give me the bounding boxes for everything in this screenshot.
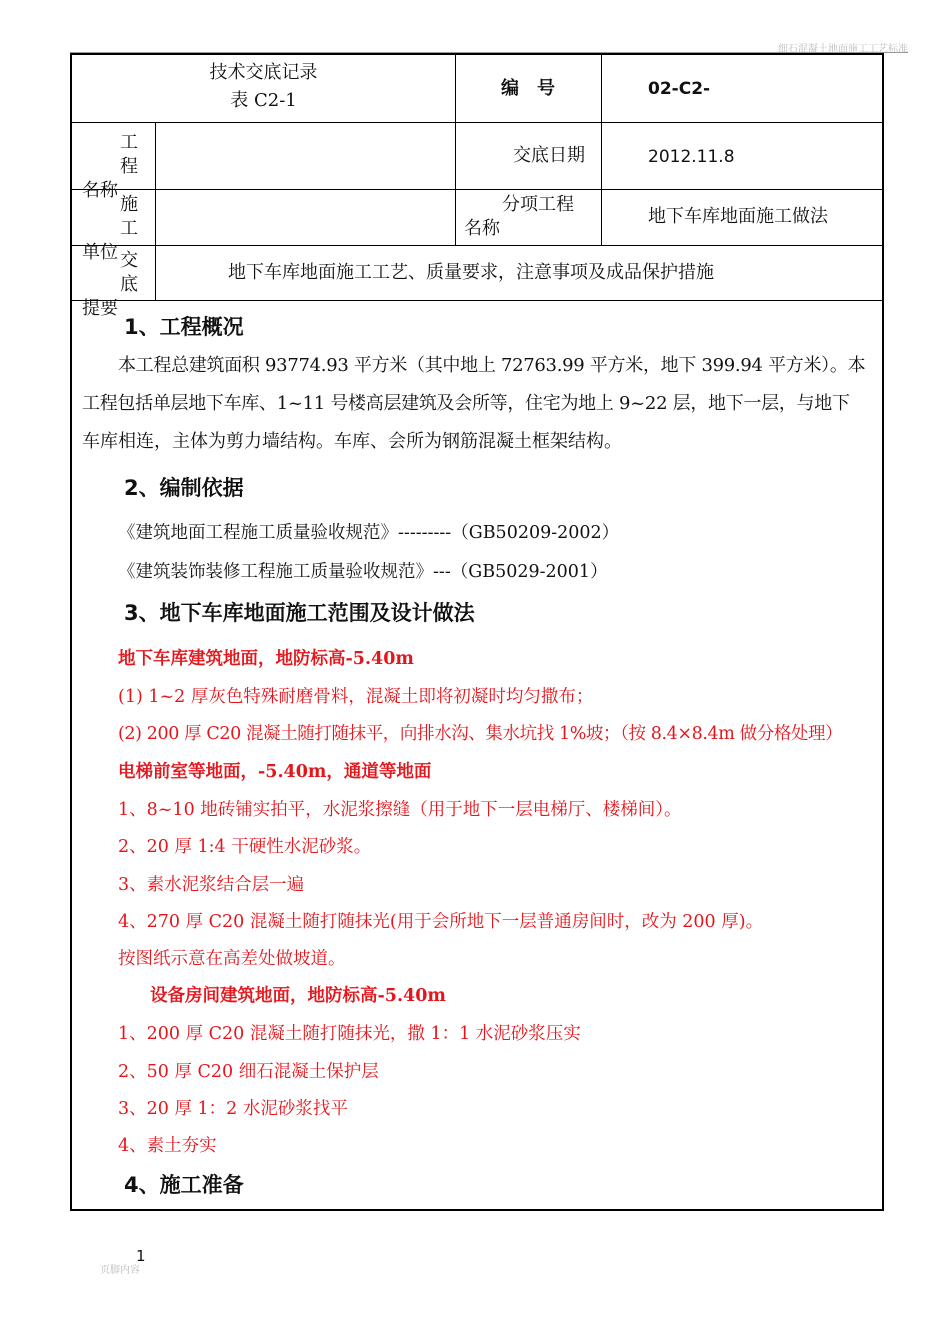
section3-sub3-item4: 4、素土夯实: [118, 1136, 217, 1156]
section3-sub2-note: 按图纸示意在高差处做坡道。: [118, 949, 346, 969]
section3-sub1-item1: (1) 1~2 厚灰色特殊耐磨骨料，混凝土即将初凝时均匀撒布；: [118, 687, 594, 707]
summary-value: 地下车库地面施工工艺、质量要求，注意事项及成品保护措施: [228, 262, 714, 283]
section3-sub3-title: 设备房间建筑地面，地防标高-5.40m: [150, 986, 446, 1006]
section3-heading: 3、地下车库地面施工范围及设计做法: [124, 601, 475, 625]
page-header-note: 细石混凝土地面施工工艺标准: [778, 44, 908, 55]
section3-sub2-item4: 4、270 厚 C20 混凝土随打随抹光(用于会所地下一层普通房间时，改为 200 厚)。: [118, 912, 764, 932]
project-name-label-line1: 工程: [120, 132, 138, 177]
number-label: 编 号: [501, 78, 555, 99]
table-title-main: 技术交底记录: [209, 62, 318, 83]
section3-sub3-item1: 1、200 厚 C20 混凝土随打随抹光，撒 1：1 水泥砂浆压实: [118, 1024, 581, 1044]
unit-label-line2: 单位: [82, 242, 118, 263]
section1-heading: 1、工程概况: [124, 315, 244, 339]
section3-sub2-item2: 2、20 厚 1:4 干硬性水泥砂浆。: [118, 837, 372, 857]
date-label: 交底日期: [513, 145, 585, 166]
page-number: 1: [136, 1247, 146, 1265]
table-title: [72, 59, 455, 115]
table-rule: [72, 300, 882, 301]
subitem-label-line1: 分项工程: [502, 194, 574, 215]
subitem-value: 地下车库地面施工做法: [648, 206, 828, 227]
section2-heading: 2、编制依据: [124, 476, 244, 500]
table-rule: [155, 122, 156, 300]
footer-note: 页脚内容: [100, 1265, 140, 1276]
section4-heading: 4、施工准备: [124, 1173, 244, 1197]
table-rule: [72, 189, 882, 190]
section1-line2: 工程包括单层地下车库、1~11 号楼高层建筑及会所等，住宅为地上 9~22 层，地下一层，与地下: [82, 393, 850, 414]
date-value: 2012.11.8: [648, 147, 735, 167]
table-rule: [601, 55, 602, 122]
number-value: 02-C2-: [648, 79, 711, 99]
section1-body: [82, 347, 872, 461]
section3-sub1-item2: (2) 200 厚 C20 混凝土随打随抹平，向排水沟、集水坑找 1%坡；（按 8.4×8.4m 做分格处理）: [118, 724, 843, 744]
section3-sub3-item2: 2、50 厚 C20 细石混凝土保护层: [118, 1062, 379, 1082]
table-rule: [72, 122, 882, 123]
unit-label-line1: 施工: [120, 194, 138, 239]
section3-sub1-title: 地下车库建筑地面，地防标高-5.40m: [118, 649, 414, 669]
table-rule: [601, 122, 602, 245]
section2-ref1: 《建筑地面工程施工质量验收规范》---------（GB50209-2002）: [118, 523, 620, 543]
section2-ref2: 《建筑装饰装修工程施工质量验收规范》---（GB5029-2001）: [118, 562, 608, 582]
section1-line3: 车库相连，主体为剪力墙结构。车库、会所为钢筋混凝土框架结构。: [82, 431, 622, 452]
section3-sub2-title: 电梯前室等地面，-5.40m，通道等地面: [118, 762, 432, 782]
table-rule: [455, 122, 456, 245]
section3-sub2-item3: 3、素水泥浆结合层一遍: [118, 875, 305, 895]
table-title-form: 表 C2-1: [230, 90, 297, 111]
section3-sub2-item1: 1、8~10 地砖铺实拍平，水泥浆擦缝（用于地下一层电梯厅、楼梯间）。: [118, 800, 682, 820]
summary-label-line2: 提要: [82, 298, 118, 319]
section3-sub3-item3: 3、20 厚 1：2 水泥砂浆找平: [118, 1099, 348, 1119]
subitem-label-line2: 名称: [464, 218, 500, 239]
subitem-label: [464, 193, 601, 241]
project-name-label-line2: 名称: [82, 180, 118, 201]
summary-label-line1: 交底: [120, 250, 138, 295]
table-rule: [72, 245, 882, 246]
section1-line1: 本工程总建筑面积 93774.93 平方米（其中地上 72763.99 平方米，地下 399.94 平方米）。本: [118, 355, 866, 376]
disclosure-record-sheet: [70, 53, 884, 1211]
